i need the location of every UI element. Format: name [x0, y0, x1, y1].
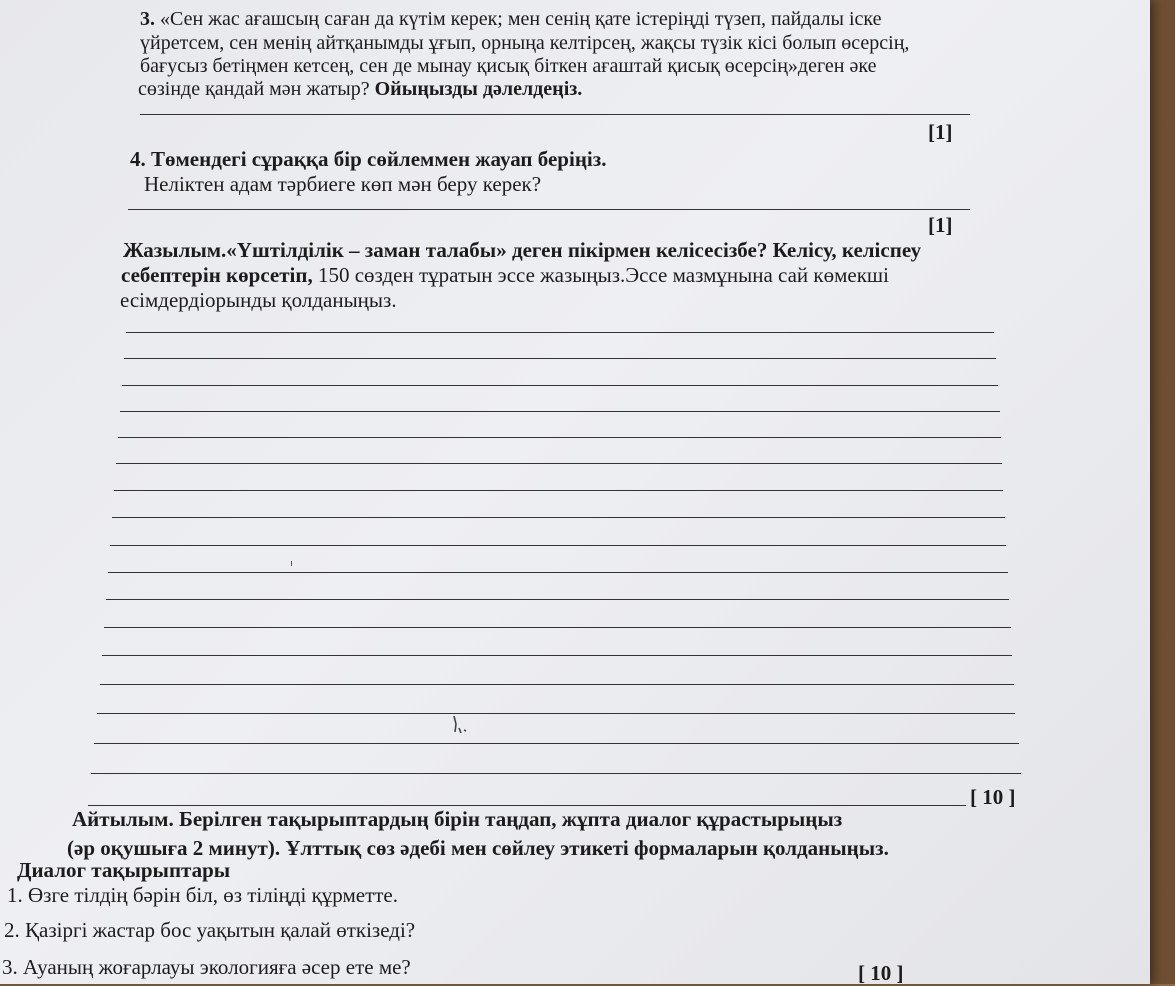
q4-mark: [1]	[928, 213, 953, 237]
q3-question-text: сөзінде қандай мән жатыр?	[138, 78, 375, 100]
q3-line-4	[138, 78, 582, 101]
essay-line[interactable]	[116, 463, 1002, 464]
q3-number: 3.	[140, 8, 155, 30]
essay-line[interactable]	[122, 385, 998, 386]
topic-item-2: 2. Қазіргі жастар бос уақытын қалай өткізеді?	[4, 918, 416, 942]
topic-item-1: 1. Өзге тілдің бәрін біл, өз тіліңді құрметте.	[7, 883, 398, 907]
writing-line-1: Жазылым.«Үштілділік – заман талабы» деген пікірмен келісесізбе? Келісу, келіспеу	[123, 238, 922, 262]
q3-line-2: үйретсем, сен менің айтқанымды ұғып, орныңа келтірсең, жақсы түзік кісі болып өсерсің,	[140, 32, 910, 54]
essay-line[interactable]	[100, 684, 1014, 685]
essay-line[interactable]	[120, 411, 1000, 412]
topics-title: Диалог тақырыптары	[17, 858, 231, 882]
essay-line[interactable]	[118, 437, 1001, 438]
writing-line-3: есімдердіорынды қолданыңыз.	[120, 288, 397, 312]
q3-text-1: «Сен жас ағашсың саған да күтім керек; мен сенің қате істеріңді түзеп, пайдалы іске	[160, 8, 882, 30]
topic-item-3: 3. Ауаның жоғарлауы экологияға әсер ете ме?	[2, 955, 411, 979]
writing-mark: [ 10 ]	[970, 785, 1016, 809]
essay-line[interactable]	[104, 627, 1011, 628]
writing-line-2	[121, 263, 889, 288]
q3-line-3: бағусыз бетіңмен кетсең, сен де мынау қисық біткен ағаштай қисық өсерсің»деген әке	[140, 55, 877, 77]
pen-mark	[291, 561, 296, 566]
speaking-line-1: Айтылым. Берілген тақырыптардың бірін таңдап, жұпта диалог құрастырыңыз	[72, 807, 843, 831]
speaking-line-2: (әр оқушыға 2 минут). Ұлттық сөз әдебі мен сөйлеу этикеті формаларын қолданыңыз.	[67, 836, 889, 860]
essay-line[interactable]	[126, 332, 994, 333]
essay-line[interactable]	[112, 517, 1005, 518]
essay-line[interactable]	[108, 572, 1008, 573]
q4-answer-line[interactable]	[128, 209, 970, 210]
q4-question: Неліктен адам тәрбиеге көп мән беру керек?	[144, 172, 542, 196]
essay-line[interactable]	[88, 805, 966, 806]
essay-line[interactable]	[94, 743, 1019, 744]
essay-line[interactable]	[91, 773, 1021, 774]
q4-title: 4. Төмендегі сұраққа бір сөйлеммен жауап беріңіз.	[130, 147, 607, 171]
q3-line-1	[140, 8, 881, 31]
essay-line[interactable]	[106, 599, 1009, 600]
speaking-mark: [ 10 ]	[858, 961, 904, 985]
essay-line[interactable]	[124, 358, 996, 359]
essay-line[interactable]	[110, 545, 1006, 546]
q3-mark: [1]	[928, 120, 953, 144]
q3-instruction: Ойыңызды дәлелдеңіз.	[374, 78, 583, 100]
q3-answer-line[interactable]	[140, 114, 970, 115]
essay-line[interactable]	[97, 713, 1015, 714]
writing-line-2-plain: 150 сөзден тұратын эссе жазыңыз.Эссе мазмұнына сай көмекші	[317, 263, 889, 287]
pen-scribble	[450, 714, 472, 736]
essay-line[interactable]	[102, 655, 1012, 656]
essay-line[interactable]	[114, 490, 1003, 491]
writing-line-2-bold: себептерін көрсетіп,	[121, 263, 318, 287]
